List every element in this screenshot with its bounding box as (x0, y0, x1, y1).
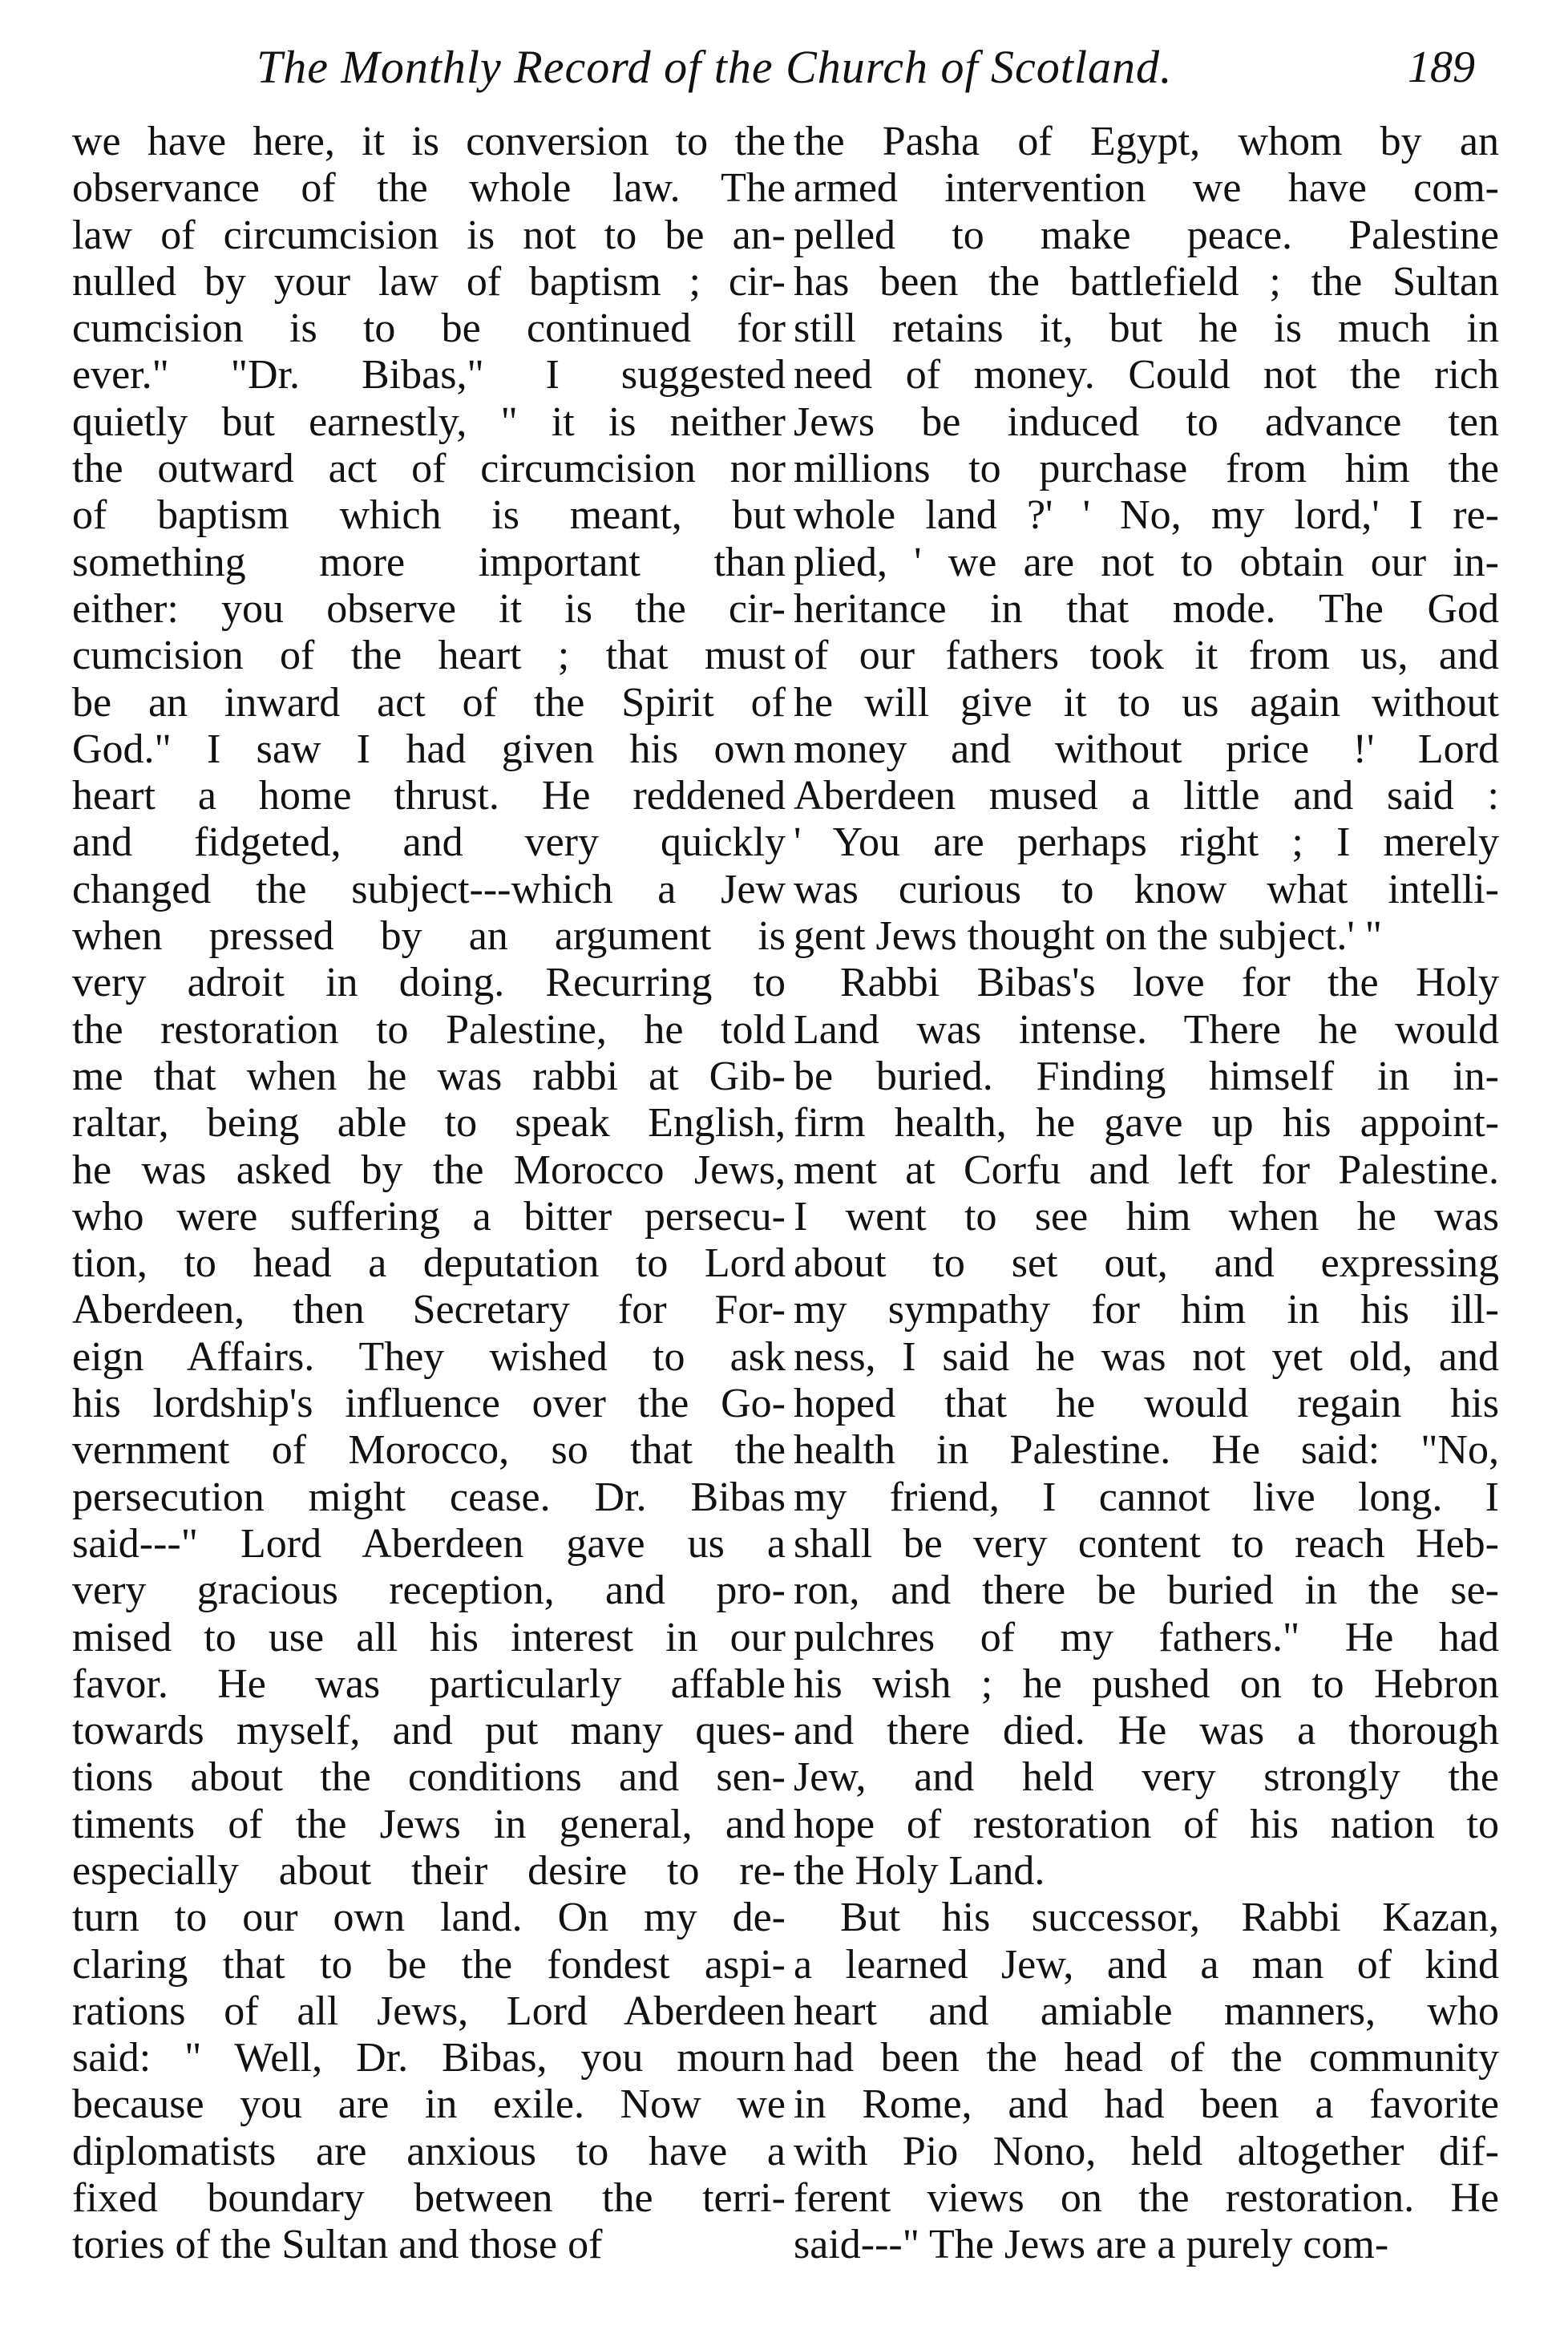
text-line: we have here, it is conversion to the (72, 119, 786, 164)
text-line: law of circumcision is not to be an- (72, 212, 786, 258)
text-line: ferent views on the restoration. He (794, 2175, 1499, 2222)
text-line: eign Affairs. They wished to ask (72, 1333, 786, 1380)
text-line: raltar, being able to speak English, (72, 1100, 786, 1147)
text-line: claring that to be the fondest aspi- (72, 1941, 786, 1988)
text-line: when pressed by an argument is (72, 913, 786, 960)
text-line: ness, I said he was not yet old, and (794, 1333, 1499, 1380)
text-line: be an inward act of the Spirit of (72, 679, 786, 726)
text-line: millions to purchase from him the (794, 446, 1499, 492)
text-line: Aberdeen, then Secretary for For- (72, 1287, 786, 1333)
running-title: The Monthly Record of the Church of Scotland. (257, 41, 1173, 93)
text-line: gent Jews thought on the subject.' " (794, 913, 1382, 960)
text-line: still retains it, but he is much in (794, 305, 1499, 352)
right-text-column (794, 119, 1499, 2269)
text-line: cumcision of the heart ; that must (72, 633, 786, 679)
text-line: cumcision is to be continued for (72, 305, 786, 352)
text-line: who were suffering a bitter persecu- (72, 1193, 786, 1240)
text-line: fixed boundary between the terri- (72, 2175, 786, 2222)
text-line: the Pasha of Egypt, whom by an (794, 119, 1499, 164)
text-line: with Pio Nono, held altogether dif- (794, 2128, 1499, 2174)
text-line: of our fathers took it from us, and (794, 633, 1499, 679)
text-line: be buried. Finding himself in in- (794, 1053, 1499, 1099)
text-line: either: you observe it is the cir- (72, 585, 786, 632)
text-line: the Holy Land. (794, 1847, 1045, 1894)
text-line: my friend, I cannot live long. I (794, 1474, 1499, 1520)
text-line: pelled to make peace. Palestine (794, 212, 1499, 258)
text-line: has been the battlefield ; the Sultan (794, 258, 1499, 305)
text-line: in Rome, and had been a favorite (794, 2081, 1499, 2128)
text-line: ' You are perhaps right ; I merely (794, 819, 1499, 866)
text-line: observance of the whole law. The (72, 165, 786, 212)
text-line: God." I saw I had given his own (72, 726, 786, 772)
text-line: heart a home thrust. He reddened (72, 773, 786, 819)
text-line: Jew, and held very strongly the (794, 1754, 1499, 1801)
text-line: health in Palestine. He said: "No, (794, 1427, 1499, 1474)
text-line: timents of the Jews in general, and (72, 1801, 786, 1847)
text-line: diplomatists are anxious to have a (72, 2128, 786, 2174)
text-line: towards myself, and put many ques- (72, 1708, 786, 1754)
text-line: my sympathy for him in his ill- (794, 1287, 1499, 1333)
text-line: Aberdeen mused a little and said : (794, 773, 1499, 819)
text-line: Jews be induced to advance ten (794, 398, 1499, 445)
text-line: a learned Jew, and a man of kind (794, 1941, 1499, 1988)
text-line: hope of restoration of his nation to (794, 1801, 1499, 1847)
text-line: about to set out, and expressing (794, 1240, 1499, 1287)
text-line: heart and amiable manners, who (794, 1988, 1499, 2034)
text-line: very adroit in doing. Recurring to (72, 960, 786, 1006)
text-line: was curious to know what intelli- (794, 866, 1499, 912)
page-number: 189 (1408, 42, 1475, 92)
text-line: he was asked by the Morocco Jews, (72, 1147, 786, 1193)
text-line: turn to our own land. On my de- (72, 1895, 786, 1941)
text-line: I went to see him when he was (794, 1193, 1499, 1240)
text-line: Rabbi Bibas's love for the Holy (840, 960, 1499, 1006)
text-line: armed intervention we have com- (794, 165, 1499, 212)
text-line: said---" The Jews are a purely com- (794, 2222, 1389, 2268)
text-line: me that when he was rabbi at Gib- (72, 1053, 786, 1099)
left-text-column (72, 119, 786, 2269)
text-line: said: " Well, Dr. Bibas, you mourn (72, 2035, 786, 2081)
text-line: especially about their desire to re- (72, 1847, 786, 1894)
text-line: the outward act of circumcision nor (72, 446, 786, 492)
text-line: money and without price !' Lord (794, 726, 1499, 772)
text-line: whole land ?' ' No, my lord,' I re- (794, 492, 1499, 539)
text-line: ment at Corfu and left for Palestine. (794, 1147, 1499, 1193)
text-line: quietly but earnestly, " it is neither (72, 398, 786, 445)
text-line: shall be very content to reach Heb- (794, 1520, 1499, 1567)
text-line: need of money. Could not the rich (794, 352, 1499, 398)
text-line: plied, ' we are not to obtain our in- (794, 539, 1499, 585)
text-line: pulchres of my fathers." He had (794, 1614, 1499, 1660)
text-line: and fidgeted, and very quickly (72, 819, 786, 866)
text-line: changed the subject---which a Jew (72, 866, 786, 912)
text-line: his lordship's influence over the Go- (72, 1381, 786, 1427)
text-line: had been the head of the community (794, 2035, 1499, 2081)
text-line: of baptism which is meant, but (72, 492, 786, 539)
text-line: ron, and there be buried in the se- (794, 1567, 1499, 1614)
text-line: heritance in that mode. The God (794, 585, 1499, 632)
text-line: vernment of Morocco, so that the (72, 1427, 786, 1474)
text-line: But his successor, Rabbi Kazan, (840, 1895, 1499, 1941)
text-line: mised to use all his interest in our (72, 1614, 786, 1660)
text-line: firm health, he gave up his appoint- (794, 1100, 1499, 1147)
text-line: said---" Lord Aberdeen gave us a (72, 1520, 786, 1567)
page-header (257, 27, 1475, 107)
text-line: nulled by your law of baptism ; cir- (72, 258, 786, 305)
text-line: tories of the Sultan and those of (72, 2222, 603, 2268)
text-line: Land was intense. There he would (794, 1006, 1499, 1053)
text-line: very gracious reception, and pro- (72, 1567, 786, 1614)
text-line: something more important than (72, 539, 786, 585)
text-line: he will give it to us again without (794, 679, 1499, 726)
text-line: rations of all Jews, Lord Aberdeen (72, 1988, 786, 2034)
text-line: tions about the conditions and sen- (72, 1754, 786, 1801)
text-line: favor. He was particularly affable (72, 1660, 786, 1707)
text-line: persecution might cease. Dr. Bibas (72, 1474, 786, 1520)
text-line: tion, to head a deputation to Lord (72, 1240, 786, 1287)
text-line: hoped that he would regain his (794, 1381, 1499, 1427)
text-line: because you are in exile. Now we (72, 2081, 786, 2128)
text-line: his wish ; he pushed on to Hebron (794, 1660, 1499, 1707)
text-line: ever." "Dr. Bibas," I suggested (72, 352, 786, 398)
text-line: the restoration to Palestine, he told (72, 1006, 786, 1053)
text-line: and there died. He was a thorough (794, 1708, 1499, 1754)
